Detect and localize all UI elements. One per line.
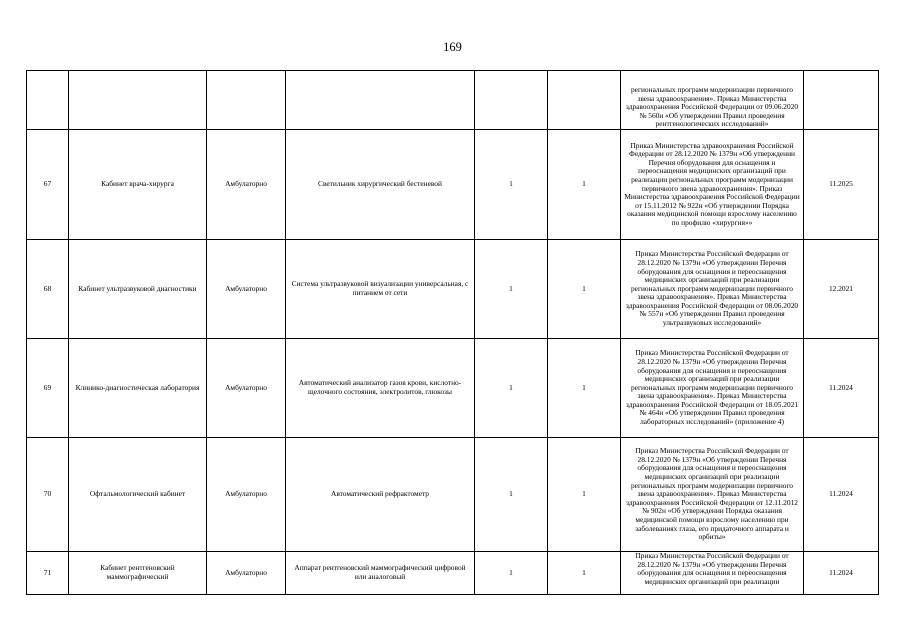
equipment-name: [286, 71, 475, 130]
room-name: [69, 71, 207, 130]
quantity-planned: 1: [548, 240, 621, 339]
table-row: [27, 339, 879, 438]
due-date: 11.2024: [804, 339, 879, 438]
quantity-required: 1: [475, 130, 548, 240]
care-type: Амбулаторно: [207, 130, 286, 240]
regulatory-document: Приказ Министерства Российской Федерации от 28.12.2020 № 1379н «Об утверждении Перечня оборудования для оснащения и переоснащения медицинских организаций при реализации региональных программ модернизации первичного звена здравоохранения». Приказ Министерства здравоохранения Российской Федерации от 12.11.2012 № 902н «Об утверждении Порядка оказания медицинской помощи взрослому населению при заболеваниях глаза, его придаточного аппарата и орбиты»: [621, 438, 804, 552]
regulatory-document: Приказ Министерства Российской Федерации от 28.12.2020 № 1379н «Об утверждении Перечня оборудования для оснащения и переоснащения медицинских организаций при реализации: [621, 552, 804, 595]
quantity-planned: [548, 71, 621, 130]
quantity-required: 1: [475, 438, 548, 552]
table-row: [27, 438, 879, 552]
quantity-planned: 1: [548, 130, 621, 240]
care-type: Амбулаторно: [207, 438, 286, 552]
page-number: 169: [443, 40, 462, 54]
room-name: Офтальмологический кабинет: [69, 438, 207, 552]
room-name: Кабинет ультразвуковой диагностики: [69, 240, 207, 339]
equipment-name: Светильник хирургический бестеневой: [286, 130, 475, 240]
quantity-required: 1: [475, 552, 548, 595]
due-date: 12.2021: [804, 240, 879, 339]
regulatory-document: региональных программ модернизации первичного звена здравоохранения». Приказ Министерства здравоохранения Российской Федерации от 09.06.2020 № 560н «Об утверждении Правил проведения рентгенологических исследований»: [621, 71, 804, 130]
regulatory-document: Приказ Министерства Российской Федерации от 28.12.2020 № 1379н «Об утверждении Перечня оборудования для оснащения и переоснащения медицинских организаций при реализации региональных программ модернизации первичного звена здравоохранения». Приказ Министерства здравоохранения Российской Федерации от 18.05.2021 № 464н «Об утверждении Правил проведения лабораторных исследований» (приложение 4): [621, 339, 804, 438]
regulatory-document: Приказ Министерства здравоохранения Российской Федерации от 28.12.2020 № 1379н «Об утверждении Перечня оборудования для оснащения и переоснащения медицинских организаций при реализации региональных программ модернизации первичного звена здравоохранения». Приказ Министерства здравоохранения Российской Федерации от 15.11.2012 № 922н «Об утверждении Порядка оказания медицинской помощи взрослому населению по профилю «хирургия»»: [621, 130, 804, 240]
quantity-planned: 1: [548, 552, 621, 595]
room-name: Клинико-диагностическая лаборатория: [69, 339, 207, 438]
care-type: Амбулаторно: [207, 552, 286, 595]
table-row: [27, 130, 879, 240]
regulatory-document: Приказ Министерства Российской Федерации от 28.12.2020 № 1379н «Об утверждении Перечня оборудования для оснащения и переоснащения медицинских организаций при реализации региональных программ модернизации первичного звена здравоохранения». Приказ Министерства здравоохранения Российской Федерации от 08.06.2020 № 557н «Об утверждении Правил проведения ультразвуковых исследований»: [621, 240, 804, 339]
row-number: 70: [27, 438, 69, 552]
equipment-table: [26, 70, 879, 595]
table-row: [27, 240, 879, 339]
equipment-name: Аппарат рентгеновский маммографический цифровой или аналоговый: [286, 552, 475, 595]
quantity-required: 1: [475, 240, 548, 339]
due-date: 11.2024: [804, 438, 879, 552]
due-date: [804, 71, 879, 130]
row-number: 68: [27, 240, 69, 339]
due-date: 11.2025: [804, 130, 879, 240]
table-row: [27, 552, 879, 595]
table-row: [27, 71, 879, 130]
room-name: Кабинет рентгеновский маммографический: [69, 552, 207, 595]
row-number: 69: [27, 339, 69, 438]
row-number: [27, 71, 69, 130]
quantity-required: 1: [475, 339, 548, 438]
due-date: 11.2024: [804, 552, 879, 595]
quantity-planned: 1: [548, 339, 621, 438]
care-type: Амбулаторно: [207, 339, 286, 438]
care-type: [207, 71, 286, 130]
quantity-planned: 1: [548, 438, 621, 552]
quantity-required: [475, 71, 548, 130]
equipment-name: Автоматический рефрактометр: [286, 438, 475, 552]
room-name: Кабинет врача-хирурга: [69, 130, 207, 240]
equipment-name: Система ультразвуковой визуализации универсальная, с питанием от сети: [286, 240, 475, 339]
equipment-name: Автоматический анализатор газов крови, кислотно-щелочного состояния, электролитов, глюкозы: [286, 339, 475, 438]
row-number: 71: [27, 552, 69, 595]
care-type: Амбулаторно: [207, 240, 286, 339]
row-number: 67: [27, 130, 69, 240]
